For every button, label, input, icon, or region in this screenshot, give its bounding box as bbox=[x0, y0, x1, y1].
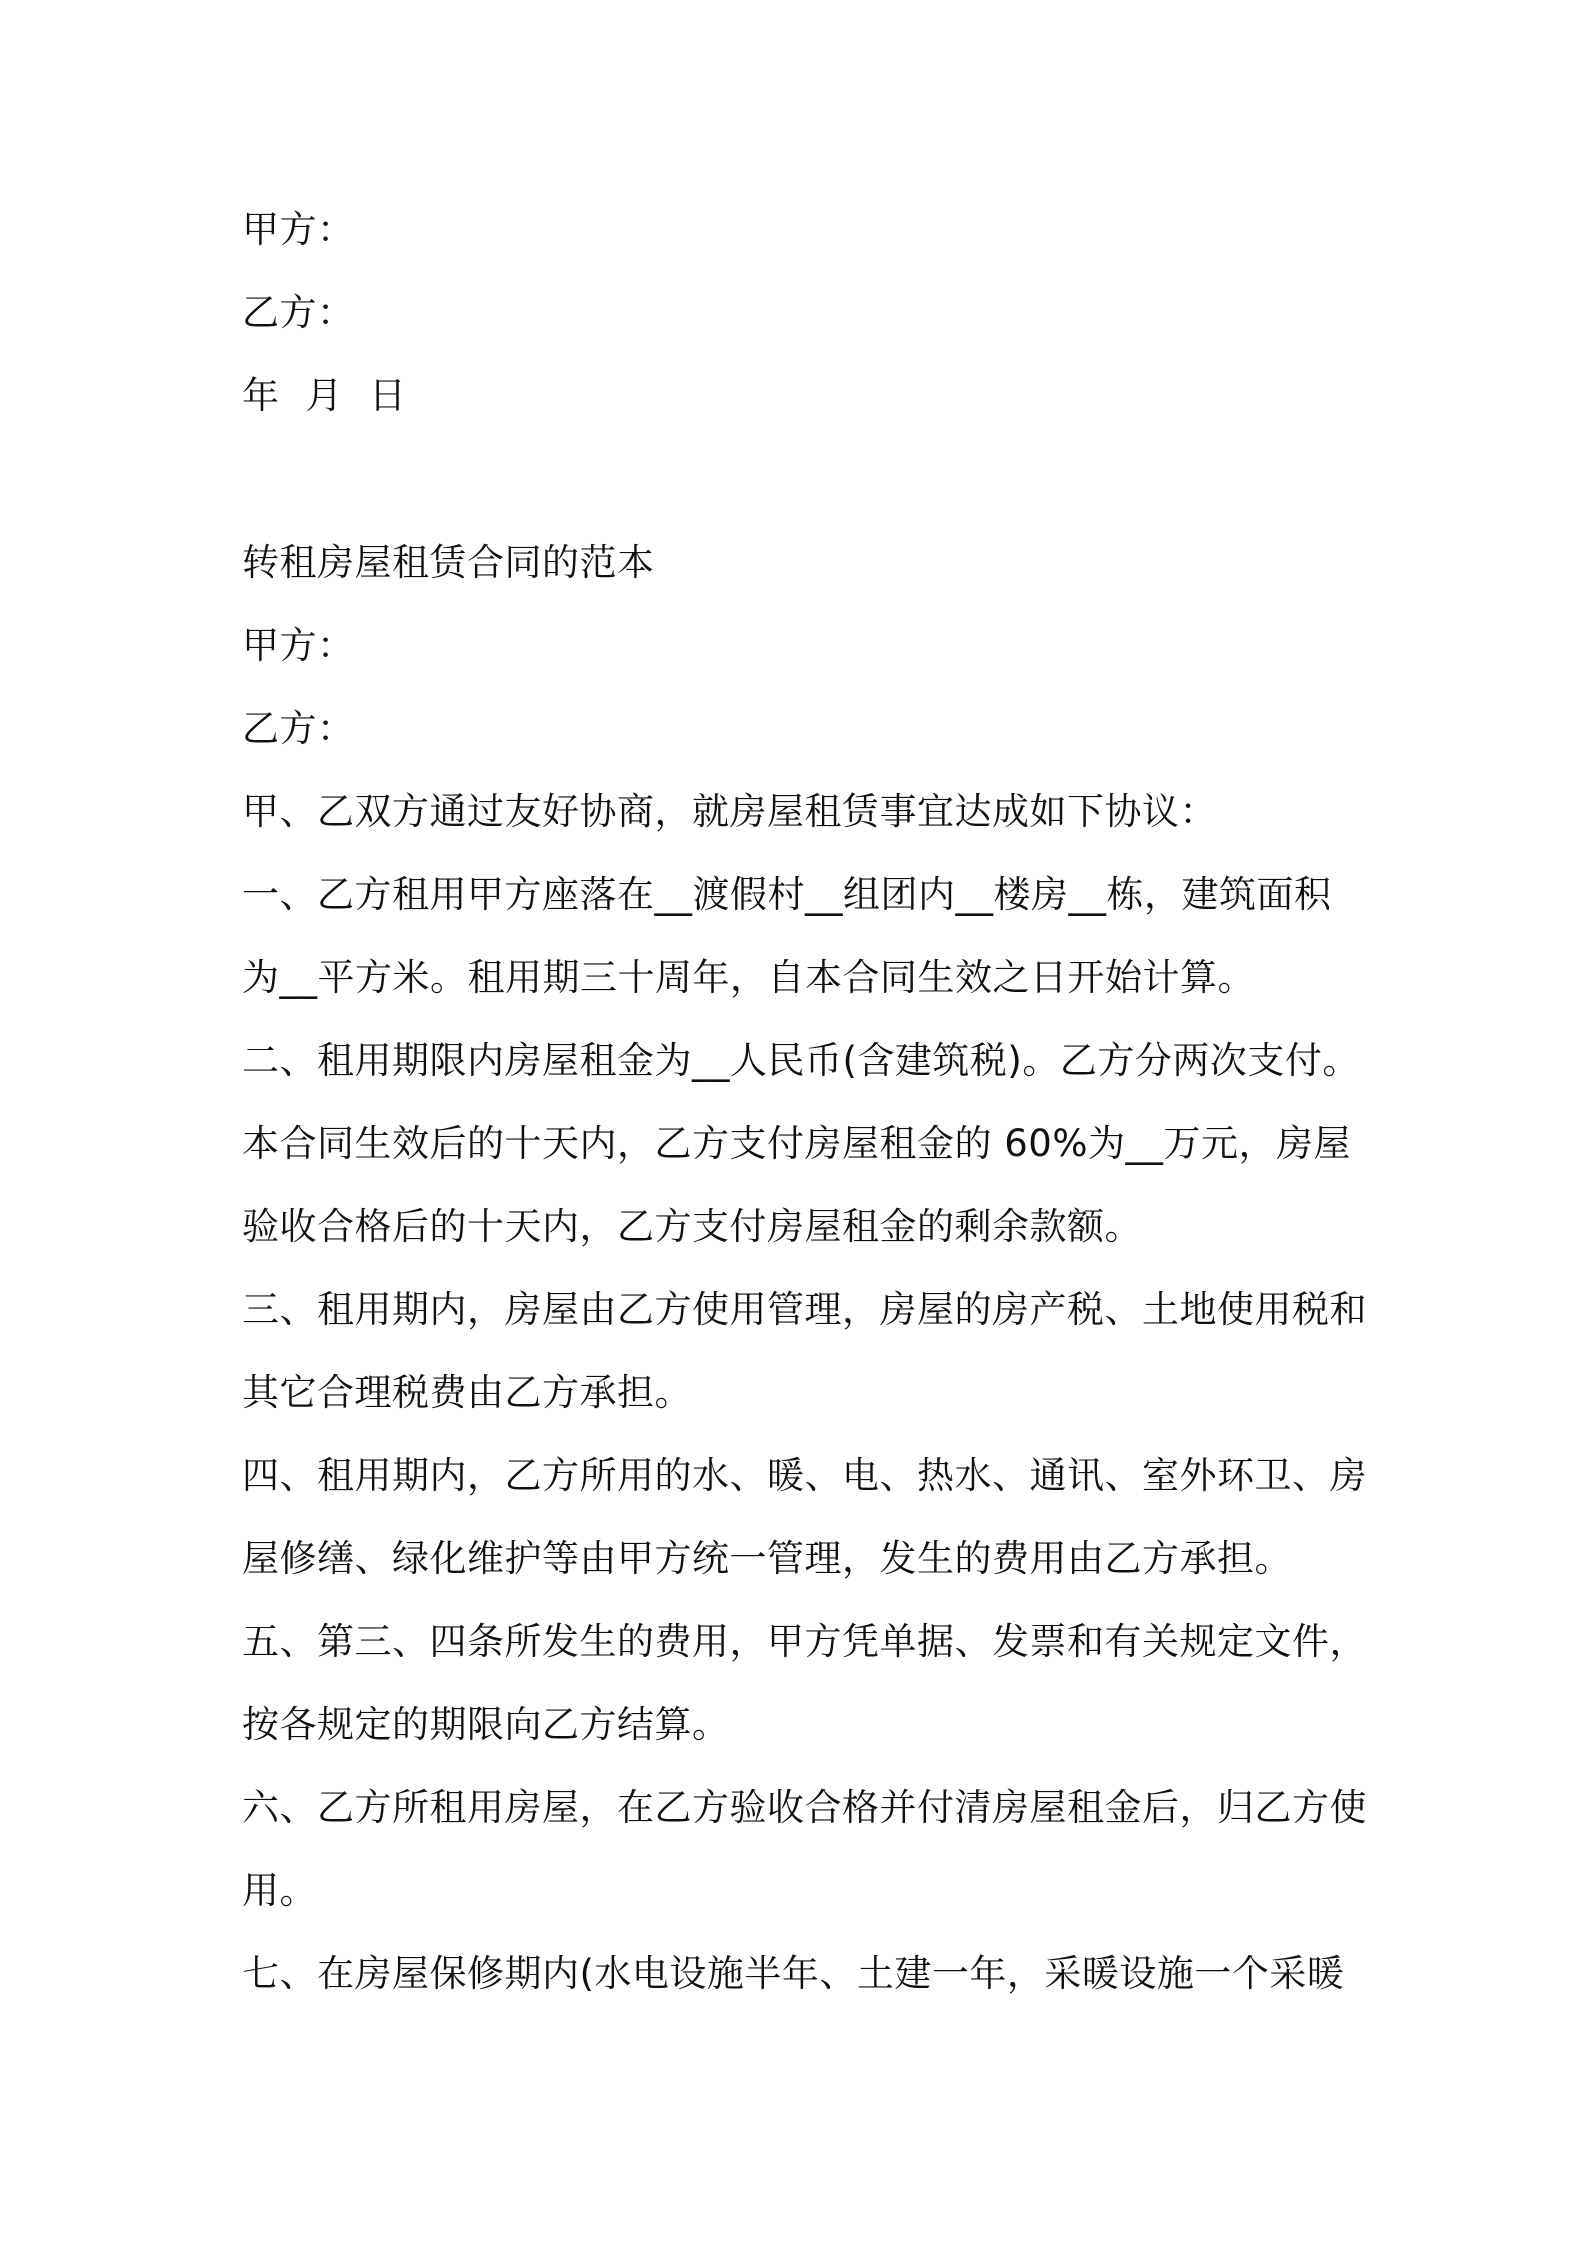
contract-preamble: 甲、乙双方通过友好协商，就房屋租赁事宜达成如下协议： bbox=[242, 790, 1217, 833]
contract-title: 转租房屋租赁合同的范本 bbox=[242, 541, 655, 584]
contract-line: 屋修缮、绿化维护等由甲方统一管理，发生的费用由乙方承担。 bbox=[242, 1537, 1292, 1580]
contract-line: 为__平方米。租用期三十周年，自本合同生效之日开始计算。 bbox=[242, 956, 1255, 999]
header-party-b: 乙方： bbox=[242, 291, 355, 334]
contract-line: 三、租用期内，房屋由乙方使用管理，房屋的房产税、土地使用税和 bbox=[242, 1288, 1367, 1331]
contract-line: 其它合理税费由乙方承担。 bbox=[242, 1371, 692, 1414]
contract-line: 验收合格后的十天内，乙方支付房屋租金的剩余款额。 bbox=[242, 1205, 1142, 1248]
contract-party-b: 乙方： bbox=[242, 707, 355, 750]
contract-party-a: 甲方： bbox=[242, 624, 355, 667]
contract-line: 七、在房屋保修期内(水电设施半年、土建一年，采暖设施一个采暖 bbox=[242, 1952, 1345, 1995]
contract-line: 四、租用期内，乙方所用的水、暖、电、热水、通讯、室外环卫、房 bbox=[242, 1454, 1367, 1497]
contract-line: 本合同生效后的十天内，乙方支付房屋租金的 60%为__万元，房屋 bbox=[242, 1122, 1351, 1165]
contract-line: 六、乙方所租用房屋，在乙方验收合格并付清房屋租金后，归乙方使 bbox=[242, 1786, 1367, 1829]
date-month: 月 bbox=[305, 374, 343, 417]
header-date bbox=[242, 371, 1362, 421]
header-party-a: 甲方： bbox=[242, 208, 355, 251]
date-day: 日 bbox=[369, 374, 407, 417]
contract-line: 一、乙方租用甲方座落在__渡假村__组团内__楼房__栋，建筑面积 bbox=[242, 873, 1332, 916]
contract-line: 按各规定的期限向乙方结算。 bbox=[242, 1703, 730, 1746]
contract-line: 二、租用期限内房屋租金为__人民币(含建筑税)。乙方分两次支付。 bbox=[242, 1039, 1360, 1082]
date-year: 年 bbox=[242, 374, 280, 417]
contract-line: 用。 bbox=[242, 1869, 317, 1912]
contract-line: 五、第三、四条所发生的费用，甲方凭单据、发票和有关规定文件， bbox=[242, 1620, 1367, 1663]
